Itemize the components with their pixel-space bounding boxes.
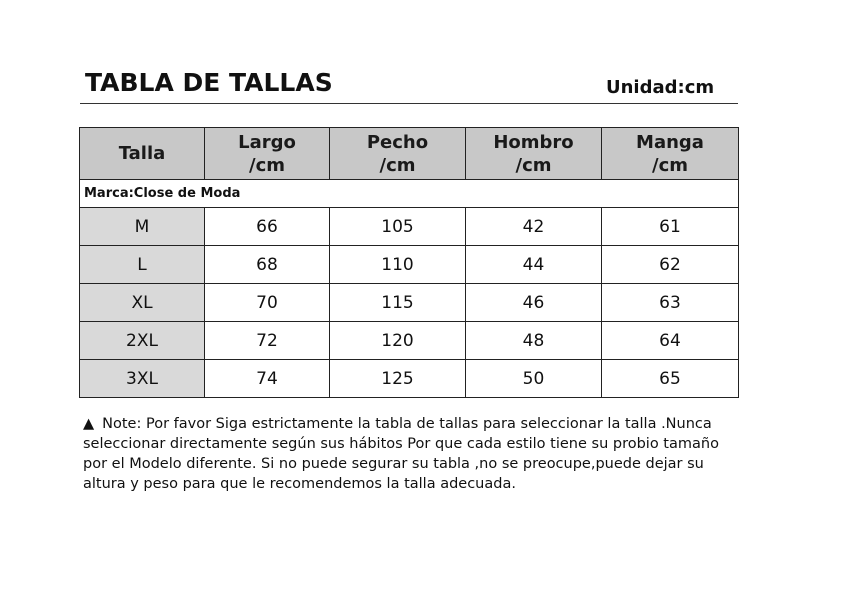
table-row xyxy=(80,208,739,246)
triangle-icon: ▲ xyxy=(83,416,95,432)
pecho-cell: 120 xyxy=(330,322,466,360)
header-largo xyxy=(205,128,330,180)
manga-cell: 61 xyxy=(602,208,739,246)
size-cell: L xyxy=(80,246,205,284)
size-cell: 2XL xyxy=(80,322,205,360)
manga-cell: 65 xyxy=(602,360,739,398)
pecho-cell: 115 xyxy=(330,284,466,322)
largo-cell: 74 xyxy=(205,360,330,398)
table-row xyxy=(80,246,739,284)
header-pecho xyxy=(330,128,466,180)
pecho-cell: 105 xyxy=(330,208,466,246)
size-cell: XL xyxy=(80,284,205,322)
table-row xyxy=(80,322,739,360)
hombro-cell: 42 xyxy=(466,208,602,246)
largo-cell: 70 xyxy=(205,284,330,322)
size-cell: 3XL xyxy=(80,360,205,398)
table-row xyxy=(80,360,739,398)
size-cell: M xyxy=(80,208,205,246)
largo-cell: 66 xyxy=(205,208,330,246)
header-hombro xyxy=(466,128,602,180)
header-unit: /cm xyxy=(515,154,552,176)
header-label: Pecho xyxy=(366,131,429,153)
pecho-cell: 125 xyxy=(330,360,466,398)
brand-row xyxy=(80,180,739,208)
hombro-cell: 46 xyxy=(466,284,602,322)
hombro-cell: 44 xyxy=(466,246,602,284)
size-note xyxy=(83,414,743,494)
brand-label: Marca:Close de Moda xyxy=(80,180,739,208)
header-label: Manga xyxy=(636,131,704,153)
size-table xyxy=(79,127,739,398)
unit-label: Unidad:cm xyxy=(606,77,715,98)
header-unit: /cm xyxy=(249,154,285,176)
title-divider xyxy=(80,103,738,104)
header-label: Talla xyxy=(118,143,166,164)
hombro-cell: 48 xyxy=(466,322,602,360)
header-unit: /cm xyxy=(652,154,688,176)
page-title: TABLA DE TALLAS xyxy=(85,68,333,97)
table-header-row xyxy=(80,128,739,180)
header-manga xyxy=(602,128,739,180)
manga-cell: 64 xyxy=(602,322,739,360)
largo-cell: 72 xyxy=(205,322,330,360)
largo-cell: 68 xyxy=(205,246,330,284)
pecho-cell: 110 xyxy=(330,246,466,284)
header-unit: /cm xyxy=(379,154,416,176)
table-row xyxy=(80,284,739,322)
header-label: Largo xyxy=(238,131,296,153)
header-talla xyxy=(80,128,205,180)
manga-cell: 62 xyxy=(602,246,739,284)
header-label: Hombro xyxy=(493,131,574,153)
note-text: Note: Por favor Siga estrictamente la tabla de tallas para seleccionar la talla .Nunca seleccionar directamente según sus hábitos Por que cada estilo tiene su probio tamaño por el Modelo diferente. Si no puede segurar su tabla ,no se preocupe,puede dejar su altura y peso para que le recomendemos la talla adecuada. xyxy=(83,416,719,492)
hombro-cell: 50 xyxy=(466,360,602,398)
manga-cell: 63 xyxy=(602,284,739,322)
